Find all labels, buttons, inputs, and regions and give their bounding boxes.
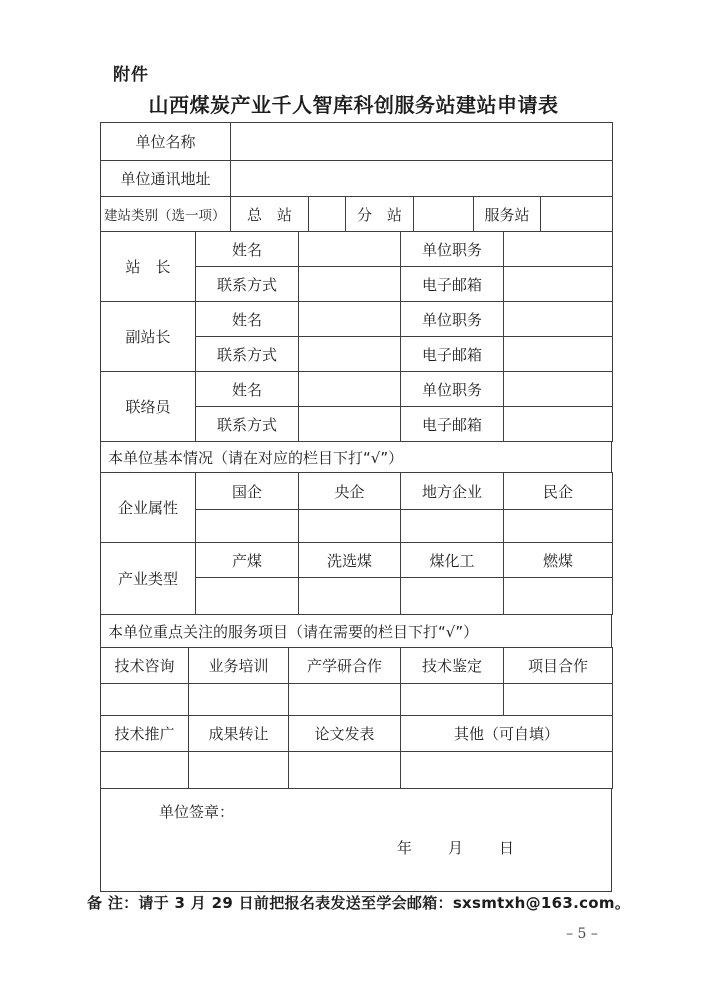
- services-table-1: [100, 647, 613, 716]
- deputy-name-label: 姓名: [196, 302, 299, 337]
- role-deputy-label: 副站长: [101, 302, 196, 372]
- unit-name-value-cell: [231, 123, 613, 161]
- liaison-email-label: 电子邮箱: [401, 407, 504, 442]
- service-check-cell: [504, 684, 613, 716]
- unit-info-table: [100, 122, 613, 197]
- industry-check-cell: [504, 578, 613, 615]
- chief-position-label: 单位职务: [401, 232, 504, 267]
- enterprise-check-cell: [196, 510, 299, 543]
- unit-address-label: 单位通讯地址: [101, 161, 231, 197]
- industry-check-cell: [196, 578, 299, 615]
- page-title: 山西煤炭产业千人智库科创服务站建站申请表: [148, 93, 559, 117]
- enterprise-attribute-label: 企业属性: [101, 473, 196, 543]
- chief-name-label: 姓名: [196, 232, 299, 267]
- station-category-label: 建站类别（选一项）: [101, 197, 231, 232]
- services-header-table: [100, 614, 612, 648]
- signature-date-label: 年 月 日: [397, 839, 517, 857]
- service-consulting: 技术咨询: [101, 648, 189, 684]
- industry-option-mining: 产煤: [196, 543, 299, 578]
- signature-table: [100, 788, 612, 892]
- liaison-name-label: 姓名: [196, 372, 299, 407]
- role-liaison-label: 联络员: [101, 372, 196, 442]
- service-check-cell: [401, 752, 613, 789]
- enterprise-check-cell: [401, 510, 504, 543]
- service-transfer: 成果转让: [189, 716, 289, 752]
- roles-table: [100, 231, 613, 442]
- application-form-table: [100, 122, 612, 892]
- basic-info-table: [100, 472, 613, 615]
- deputy-contact-label: 联系方式: [196, 337, 299, 372]
- service-check-cell: [289, 684, 401, 716]
- liaison-contact-label: 联系方式: [196, 407, 299, 442]
- role-chief-label: 站 长: [101, 232, 196, 302]
- service-check-cell: [289, 752, 401, 789]
- station-option-headquarters-check-cell: [309, 197, 346, 232]
- industry-check-cell: [299, 578, 401, 615]
- chief-position-value-cell: [504, 232, 613, 267]
- service-promotion: 技术推广: [101, 716, 189, 752]
- deputy-name-value-cell: [299, 302, 401, 337]
- liaison-name-value-cell: [299, 372, 401, 407]
- industry-option-washing: 洗选煤: [299, 543, 401, 578]
- liaison-email-value-cell: [504, 407, 613, 442]
- station-option-service-check-cell: [541, 197, 613, 232]
- service-check-cell: [101, 684, 189, 716]
- service-check-cell: [189, 684, 289, 716]
- signature-cell: [101, 789, 612, 892]
- station-option-service: 服务站: [474, 197, 541, 232]
- service-check-cell: [101, 752, 189, 789]
- chief-email-value-cell: [504, 267, 613, 302]
- enterprise-option-local: 地方企业: [401, 473, 504, 510]
- enterprise-option-private: 民企: [504, 473, 613, 510]
- industry-check-cell: [401, 578, 504, 615]
- deputy-email-value-cell: [504, 337, 613, 372]
- attachment-label: 附件: [113, 65, 149, 85]
- service-publication: 论文发表: [289, 716, 401, 752]
- chief-contact-value-cell: [299, 267, 401, 302]
- enterprise-option-state: 国企: [196, 473, 299, 510]
- services-table-2: [100, 715, 613, 789]
- enterprise-check-cell: [504, 510, 613, 543]
- enterprise-option-central: 央企: [299, 473, 401, 510]
- service-other: 其他（可自填）: [401, 716, 613, 752]
- services-header: 本单位重点关注的服务项目（请在需要的栏目下打“√”）: [101, 615, 612, 648]
- liaison-position-value-cell: [504, 372, 613, 407]
- deputy-email-label: 电子邮箱: [401, 337, 504, 372]
- station-option-branch: 分 站: [346, 197, 414, 232]
- unit-name-label: 单位名称: [101, 123, 231, 161]
- enterprise-check-cell: [299, 510, 401, 543]
- industry-option-chemical: 煤化工: [401, 543, 504, 578]
- signature-label: 单位签章：: [159, 803, 235, 821]
- service-project: 项目合作: [504, 648, 613, 684]
- deputy-position-value-cell: [504, 302, 613, 337]
- service-cooperation: 产学研合作: [289, 648, 401, 684]
- station-option-branch-check-cell: [414, 197, 474, 232]
- service-training: 业务培训: [189, 648, 289, 684]
- basic-info-header-table: [100, 441, 612, 473]
- basic-info-header: 本单位基本情况（请在对应的栏目下打“√”）: [101, 442, 612, 473]
- service-appraisal: 技术鉴定: [401, 648, 504, 684]
- unit-address-value-cell: [231, 161, 613, 197]
- industry-option-fuel: 燃煤: [504, 543, 613, 578]
- liaison-position-label: 单位职务: [401, 372, 504, 407]
- remark-note: 备 注：请于 3 月 29 日前把报名表发送至学会邮箱：sxsmtxh@163.com。: [87, 894, 631, 912]
- chief-contact-label: 联系方式: [196, 267, 299, 302]
- deputy-contact-value-cell: [299, 337, 401, 372]
- industry-type-label: 产业类型: [101, 543, 196, 615]
- station-category-table: [100, 196, 613, 232]
- chief-email-label: 电子邮箱: [401, 267, 504, 302]
- deputy-position-label: 单位职务: [401, 302, 504, 337]
- station-option-headquarters: 总 站: [231, 197, 309, 232]
- page-number: – 5 –: [566, 926, 598, 942]
- chief-name-value-cell: [299, 232, 401, 267]
- service-check-cell: [401, 684, 504, 716]
- liaison-contact-value-cell: [299, 407, 401, 442]
- service-check-cell: [189, 752, 289, 789]
